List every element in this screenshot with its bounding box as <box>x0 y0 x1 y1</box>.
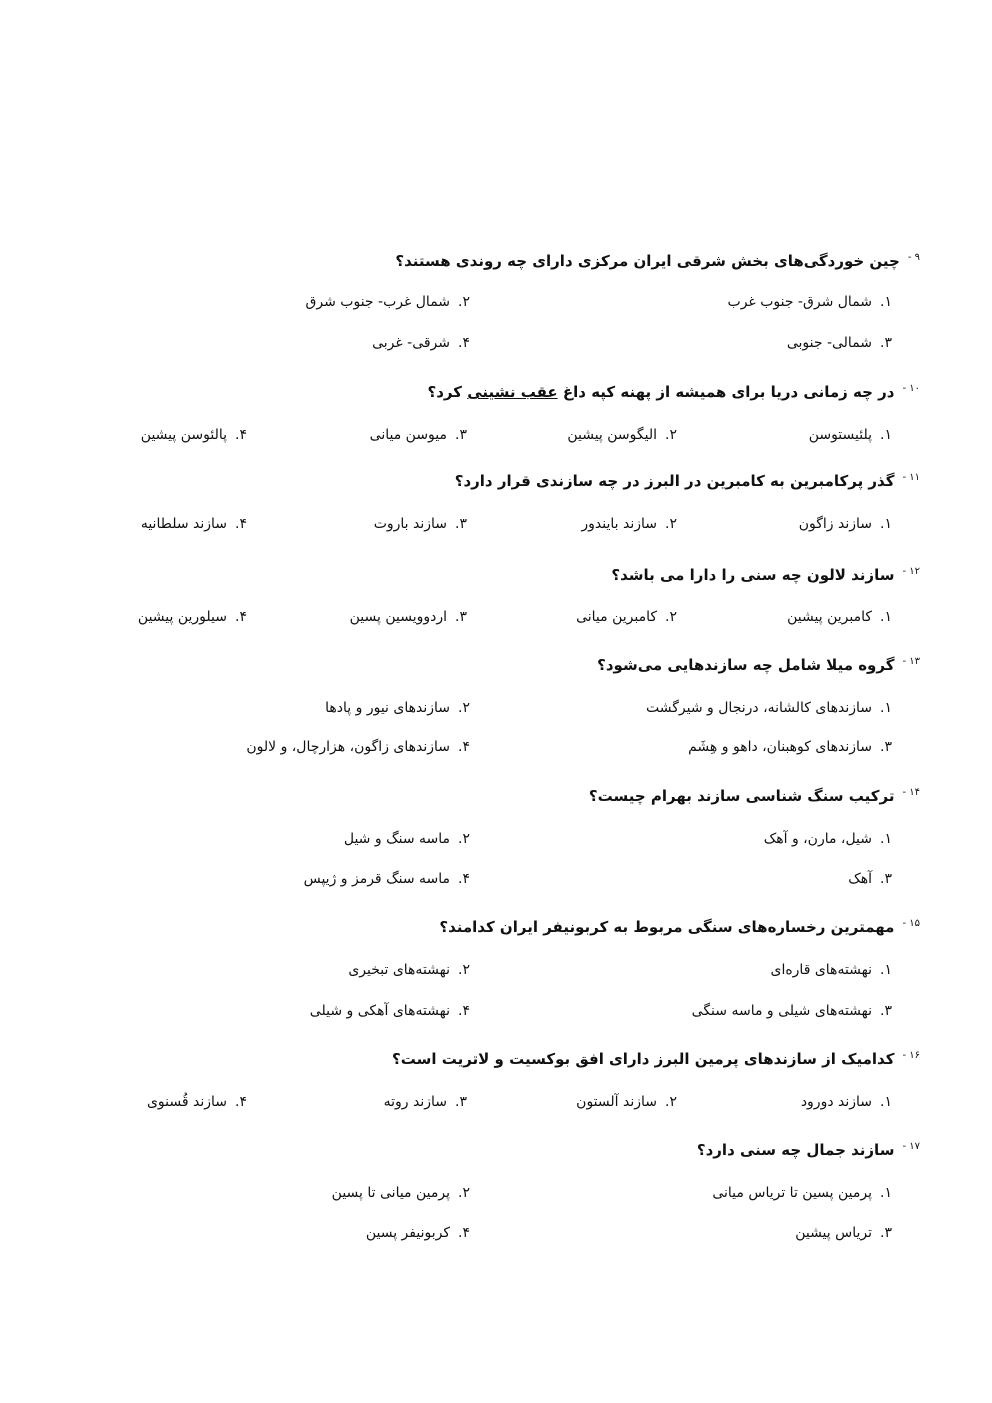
option-text: میوسن میانی <box>369 427 448 443</box>
option-number: ۲. <box>665 1094 677 1110</box>
option-1 <box>764 831 892 847</box>
question-number: ۱۷ - <box>902 1141 920 1152</box>
option-number: ۲. <box>458 1185 470 1201</box>
option-4 <box>246 739 470 755</box>
option-number: ۳. <box>880 739 892 755</box>
option-3 <box>374 516 467 532</box>
question-15 <box>72 918 920 936</box>
option-number: ۴. <box>458 1225 470 1241</box>
option-4 <box>366 1225 470 1241</box>
option-number: ۴. <box>235 1094 247 1110</box>
option-number: ۲. <box>458 831 470 847</box>
option-number: ۱. <box>880 831 892 847</box>
option-text: شمال غرب- جنوب شرق <box>305 294 451 310</box>
option-1 <box>809 427 892 443</box>
option-4 <box>310 1003 470 1019</box>
option-2 <box>344 831 470 847</box>
option-text: سازند قُسنوی <box>146 1094 228 1110</box>
question-11 <box>72 472 920 490</box>
option-number: ۱. <box>880 516 892 532</box>
option-number: ۲. <box>458 962 470 978</box>
option-number: ۴. <box>458 335 470 351</box>
option-text: پلئیستوسن <box>808 427 873 443</box>
question-10 <box>72 383 920 401</box>
option-4 <box>372 335 470 351</box>
option-text: پرمین پسین تا تریاس میانی <box>712 1185 873 1201</box>
option-3 <box>688 739 892 755</box>
question-text: مهمترین رخساره‌های سنگی مربوط به کربونیفر ایران کدامند؟ <box>439 918 895 936</box>
option-text: نهشته‌های شیلی و ماسه سنگی <box>691 1003 873 1019</box>
option-text: کامبرین پیشین <box>787 609 873 625</box>
option-3 <box>370 427 467 443</box>
option-2 <box>567 427 677 443</box>
question-number: ۱۰ - <box>902 383 920 394</box>
option-text: سازندهای زاگون، هزارچال، و لالون <box>246 739 451 755</box>
option-1 <box>712 1185 892 1201</box>
option-number: ۱. <box>880 294 892 310</box>
option-number: ۳. <box>455 609 467 625</box>
question-16 <box>72 1050 920 1068</box>
question-number: ۱۶ - <box>902 1050 920 1061</box>
option-text: نهشته‌های آهکی و شیلی <box>309 1003 451 1019</box>
option-number: ۴. <box>235 609 247 625</box>
option-text: الیگوسن پیشین <box>567 427 658 443</box>
question-text-end: کرد؟ <box>427 383 462 401</box>
option-number: ۳. <box>880 1003 892 1019</box>
option-text: آهک <box>848 871 873 887</box>
option-3 <box>692 1003 892 1019</box>
option-2 <box>332 1185 470 1201</box>
option-text: شرقی- غربی <box>372 335 451 351</box>
question-text: در چه زمانی دریا برای همیشه از پهنه کپه داغ <box>562 383 895 401</box>
option-3 <box>848 871 892 887</box>
option-1 <box>799 516 892 532</box>
option-1 <box>728 294 892 310</box>
option-number: ۱. <box>880 427 892 443</box>
option-text: سازندهای کالشانه، درنجال و شیرگشت <box>646 700 873 716</box>
option-number: ۴. <box>235 427 247 443</box>
option-number: ۲. <box>458 294 470 310</box>
option-text: اردوویسین پسین <box>349 609 448 625</box>
option-2 <box>325 700 470 716</box>
question-text: گروه میلا شامل چه سازندهایی می‌شود؟ <box>597 656 895 674</box>
option-number: ۳. <box>880 1225 892 1241</box>
option-text: سیلورین پیشین <box>137 609 228 625</box>
option-2 <box>576 1094 677 1110</box>
option-number: ۱. <box>880 962 892 978</box>
option-text: پالئوسن پیشین <box>140 427 228 443</box>
option-text: سازند زاگون <box>798 516 873 532</box>
option-text: سازند روته <box>383 1094 448 1110</box>
option-number: ۴. <box>458 739 470 755</box>
option-1 <box>646 700 892 716</box>
option-number: ۳. <box>455 1094 467 1110</box>
option-text: شمال شرق- جنوب غرب <box>727 294 873 310</box>
option-text: سازند بایندور <box>581 516 658 532</box>
option-1 <box>801 1094 892 1110</box>
option-text: سازند آلستون <box>576 1094 658 1110</box>
option-4 <box>141 516 247 532</box>
question-text: سازند لالون چه سنی را دارا می باشد؟ <box>611 566 895 584</box>
option-1 <box>787 609 892 625</box>
question-13 <box>72 656 920 674</box>
option-number: ۲. <box>665 609 677 625</box>
question-number: ۱۵ - <box>902 918 920 929</box>
option-text: ماسه سنگ و شیل <box>343 831 451 847</box>
option-number: ۳. <box>455 427 467 443</box>
underlined-term: عقب نشینی <box>467 383 558 401</box>
question-number: ۱۳ - <box>902 656 920 667</box>
option-3 <box>787 335 892 351</box>
option-text: سازندهای نیور و پادها <box>325 700 451 716</box>
option-number: ۲. <box>665 427 677 443</box>
option-number: ۱. <box>880 1185 892 1201</box>
option-3 <box>384 1094 467 1110</box>
option-text: نهشته‌های تبخیری <box>348 962 451 978</box>
option-text: سازند باروت <box>373 516 448 532</box>
option-text: کربونیفر پسین <box>365 1225 451 1241</box>
option-4 <box>138 609 247 625</box>
question-text: کدامیک از سازندهای پرمین البرز دارای افق بوکسیت و لاتریت است؟ <box>392 1050 895 1068</box>
question-text: گذر پرکامبرین به کامبرین در البرز در چه سازندی قرار دارد؟ <box>454 472 895 490</box>
option-number: ۳. <box>880 335 892 351</box>
question-text: ترکیب سنگ شناسی سازند بهرام چیست؟ <box>588 787 895 805</box>
option-number: ۱. <box>880 1094 892 1110</box>
question-number: ۱۲ - <box>902 566 920 577</box>
option-number: ۴. <box>458 1003 470 1019</box>
question-9 <box>72 252 920 270</box>
option-4 <box>141 427 247 443</box>
option-text: نهشته‌های قاره‌ای <box>770 962 873 978</box>
option-text: ماسه سنگ قرمز و ژیپس <box>303 871 451 887</box>
option-number: ۲. <box>665 516 677 532</box>
option-text: تریاس پیشین <box>795 1225 873 1241</box>
option-number: ۳. <box>455 516 467 532</box>
option-4 <box>147 1094 247 1110</box>
option-3 <box>350 609 467 625</box>
option-text: سازندهای کوهبنان، داهو و هِشَم <box>688 739 873 755</box>
question-17 <box>72 1141 920 1159</box>
option-text: کامبرین میانی <box>576 609 658 625</box>
question-12 <box>72 566 920 584</box>
option-text: پرمین میانی تا پسین <box>331 1185 451 1201</box>
option-2 <box>348 962 470 978</box>
option-2 <box>576 609 677 625</box>
question-14 <box>72 787 920 805</box>
option-number: ۱. <box>880 609 892 625</box>
question-number: ۱۱ - <box>902 472 920 483</box>
option-number: ۲. <box>458 700 470 716</box>
option-3 <box>795 1225 892 1241</box>
question-text: چین خوردگی‌های بخش شرقی ایران مرکزی دارای چه روندی هستند؟ <box>395 252 900 270</box>
question-number: ۹ - <box>907 252 920 263</box>
option-2 <box>306 294 470 310</box>
question-number: ۱۴ - <box>902 787 920 798</box>
option-text: شمالی- جنوبی <box>786 335 873 351</box>
option-number: ۱. <box>880 700 892 716</box>
option-2 <box>581 516 677 532</box>
option-4 <box>304 871 470 887</box>
option-number: ۴. <box>235 516 247 532</box>
option-1 <box>770 962 892 978</box>
option-text: شیل، مارن، و آهک <box>763 831 873 847</box>
option-number: ۴. <box>458 871 470 887</box>
option-text: سازند دورود <box>800 1094 873 1110</box>
option-number: ۳. <box>880 871 892 887</box>
question-text: سازند جمال چه سنی دارد؟ <box>696 1141 895 1159</box>
option-text: سازند سلطانیه <box>140 516 228 532</box>
